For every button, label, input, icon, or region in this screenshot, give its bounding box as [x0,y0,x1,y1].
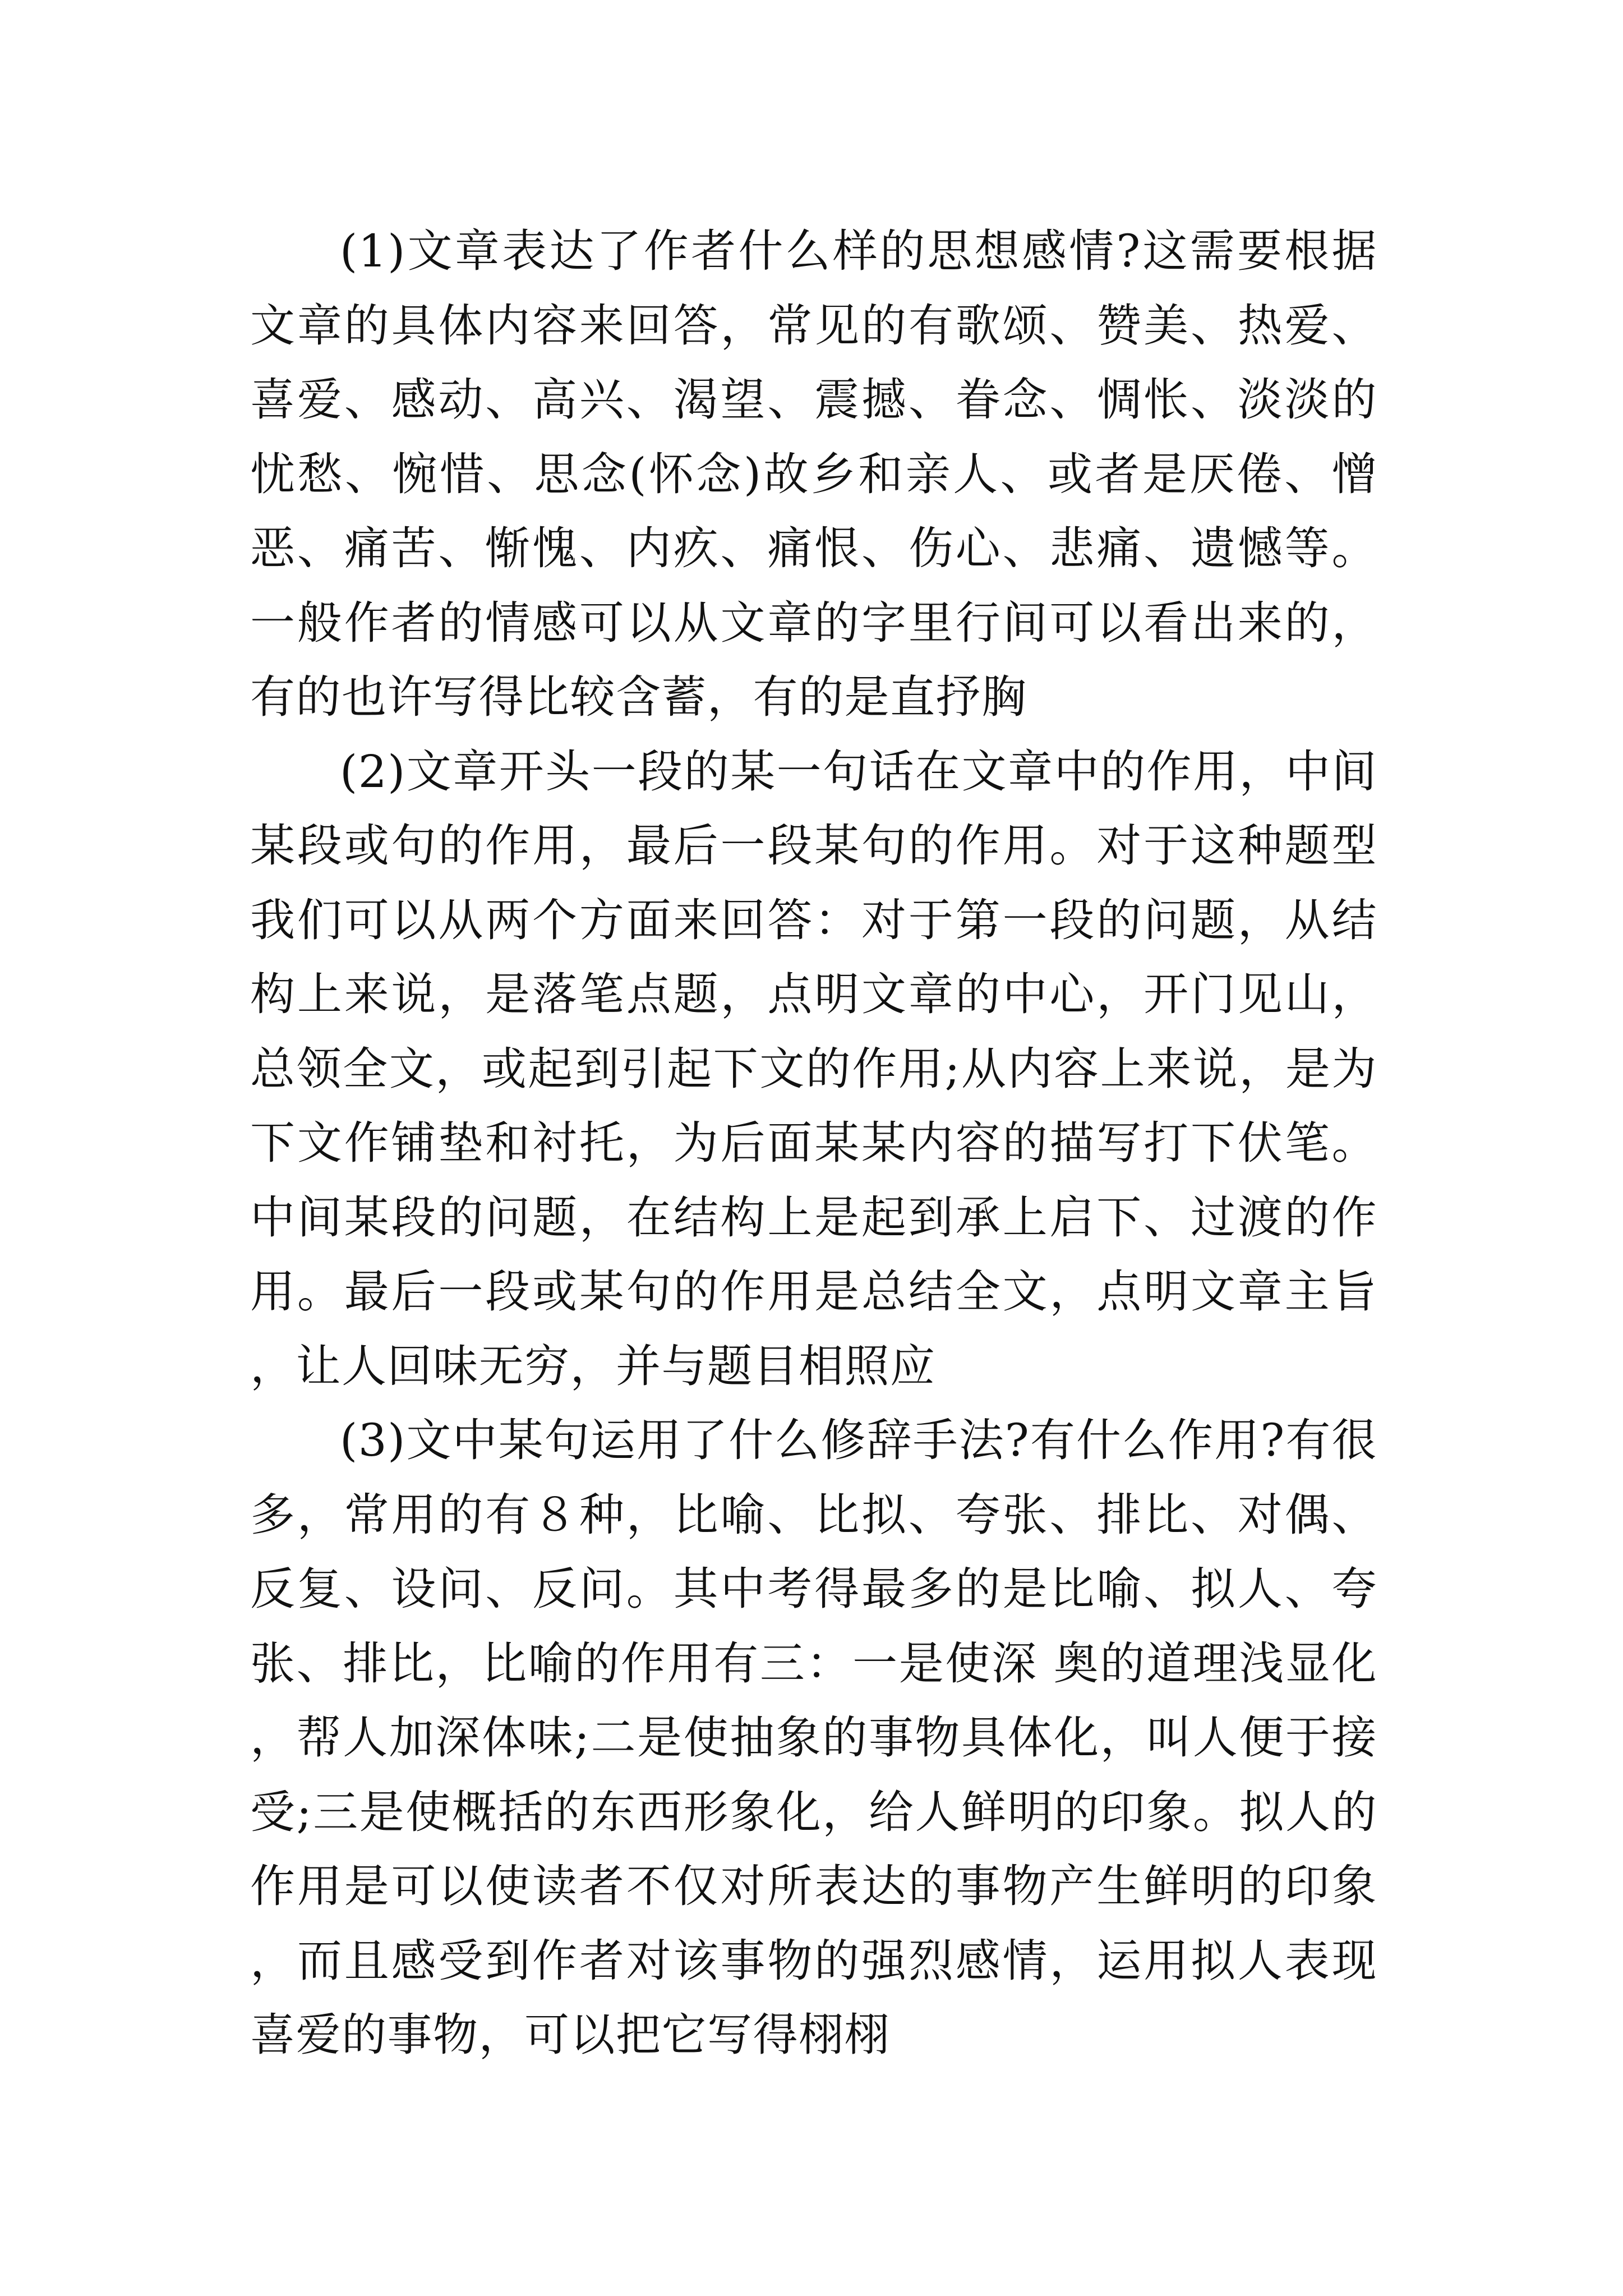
paragraph-3: (3)文中某句运用了什么修辞手法?有什么作用?有很多，常用的有８种，比喻、比拟、夸张、排比、对偶、反复、设问、反问。其中考得最多的是比喻、拟人、夸张、排比，比喻的作用有三：一是使深 奥的道理浅显化，帮人加深体味;二是使抽象的事物具体化，叫人便于接受;三是使概括的东西形象化，给人鲜明的印象。拟人的作用是可以使读者不仅对所表达的事物产生鲜明的印象，而且感受到作者对该事物的强烈感情，运用拟人表现喜爱的事物，可以把它写得栩栩 [250,1414,1377,2061]
paragraph-1: (1)文章表达了作者什么样的思想感情?这需要根据文章的具体内容来回答，常见的有歌颂、赞美、热爱、喜爱、感动、高兴、渴望、震撼、眷念、惆怅、淡淡的忧愁、惋惜、思念(怀念)故乡和亲人、或者是厌倦、憎恶、痛苦、惭愧、内疚、痛恨、伤心、悲痛、遗憾等。一般作者的情感可以从文章的字里行间可以看出来的，有的也许写得比较含蓄，有的是直抒胸 [250,225,1377,723]
document-body [250,214,1377,2073]
paragraph-2: (2)文章开头一段的某一句话在文章中的作用，中间某段或句的作用，最后一段某句的作用。对于这种题型我们可以从两个方面来回答：对于第一段的问题，从结构上来说，是落笔点题，点明文章的中心，开门见山，总领全文，或起到引起下文的作用;从内容上来说，是为下文作铺垫和衬托，为后面某某内容的描写打下伏笔。中间某段的问题，在结构上是起到承上启下、过渡的作用。最后一段或某句的作用是总结全文，点明文章主旨，让人回味无穷，并与题目相照应 [250,745,1377,1392]
